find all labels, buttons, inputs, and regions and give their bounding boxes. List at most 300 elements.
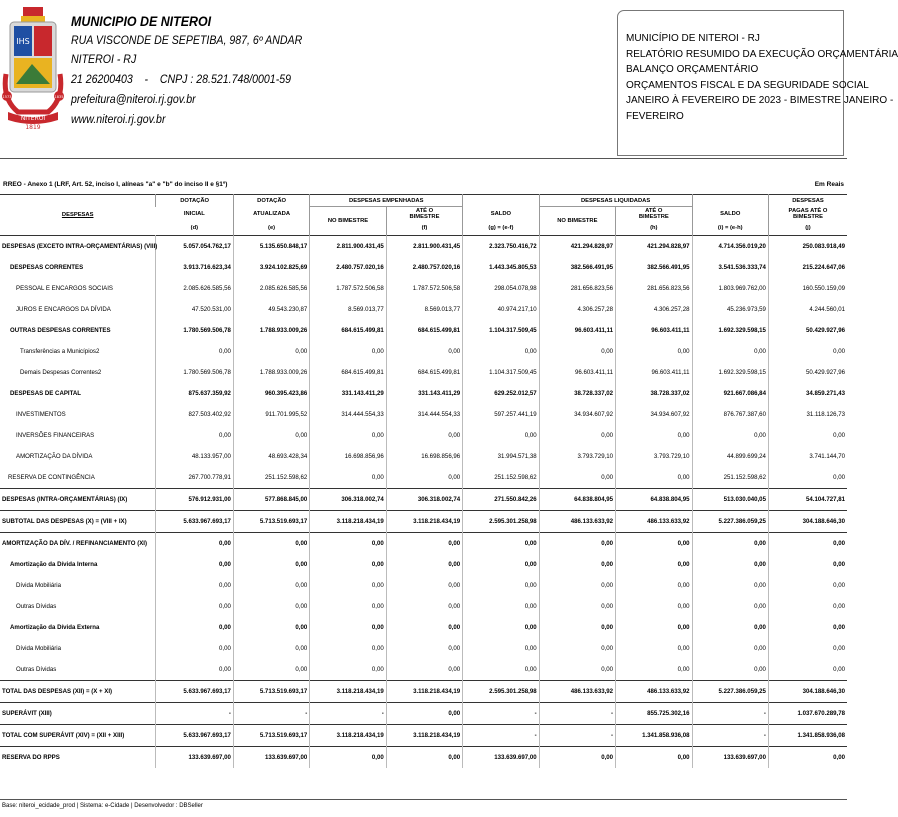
- row-label: DESPESAS DE CAPITAL: [10, 390, 81, 397]
- cell-value: 267.700.778,91: [156, 467, 233, 489]
- row-label: RESERVA DO RPPS: [0, 747, 156, 769]
- report-title-line: RELATÓRIO RESUMIDO DA EXECUÇÃO ORÇAMENTÁRIA: [626, 48, 898, 60]
- col-liq-ate-bimestre: ATÉ O BIMESTRE: [616, 207, 692, 222]
- cell-value: 0,00: [310, 533, 386, 555]
- cell-value: 5.713.519.693,17: [233, 511, 309, 533]
- cell-value: 0,00: [692, 659, 768, 681]
- cell-value: 281.656.823,56: [539, 278, 615, 299]
- col-emp-no-bimestre: NO BIMESTRE: [310, 207, 386, 236]
- cell-value: 38.728.337,02: [616, 383, 692, 404]
- cell-value: 4.306.257,28: [539, 299, 615, 320]
- cell-value: 64.838.804,95: [616, 489, 692, 511]
- cell-value: 0,00: [156, 596, 233, 617]
- cell-value: 96.603.411,11: [539, 362, 615, 383]
- cell-value: 96.603.411,11: [616, 320, 692, 341]
- cell-value: 0,00: [616, 554, 692, 575]
- cell-value: 47.520.531,00: [156, 299, 233, 320]
- table-row: [0, 278, 847, 299]
- col-dotacao-inicial-sub: INICIAL: [183, 211, 205, 217]
- svg-text:NITEROI: NITEROI: [20, 115, 46, 122]
- cell-value: 48.693.428,34: [233, 446, 309, 467]
- cell-value: 0,00: [768, 341, 847, 362]
- cell-value: 421.294.828,97: [539, 236, 615, 258]
- cell-value: 5.227.386.059,25: [692, 511, 768, 533]
- cell-value: 2.480.757.020,16: [310, 257, 386, 278]
- cell-value: 2.323.750.416,72: [463, 236, 539, 258]
- cell-value: 4.244.560,01: [768, 299, 847, 320]
- cell-value: 5.633.967.693,17: [156, 511, 233, 533]
- cell-value: 513.030.040,05: [692, 489, 768, 511]
- cell-value: 855.725.302,16: [616, 703, 692, 725]
- cell-value: 1.788.933.009,26: [233, 320, 309, 341]
- cell-value: 0,00: [616, 425, 692, 446]
- cell-value: 875.637.359,92: [156, 383, 233, 404]
- cell-value: 2.085.626.585,56: [233, 278, 309, 299]
- cell-value: -: [463, 703, 539, 725]
- col-dotacao-atualizada: DOTAÇÃO: [233, 195, 309, 207]
- cell-value: 331.143.411,29: [386, 383, 462, 404]
- report-title-box: [617, 10, 898, 156]
- cell-value: 629.252.012,57: [463, 383, 539, 404]
- cell-value: 0,00: [386, 638, 462, 659]
- table-row: [0, 703, 847, 725]
- cell-value: 0,00: [310, 467, 386, 489]
- cell-value: 3.118.218.434,19: [310, 681, 386, 703]
- col-d: (d): [190, 225, 199, 232]
- table-row: [0, 404, 847, 425]
- cell-value: 48.133.957,00: [156, 446, 233, 467]
- cell-value: 0,00: [310, 596, 386, 617]
- col-j: (j): [768, 222, 847, 236]
- row-label: DESPESAS CORRENTES: [10, 264, 84, 271]
- cell-value: 382.566.491,95: [616, 257, 692, 278]
- cell-value: 4.714.356.019,20: [692, 236, 768, 258]
- cell-value: 0,00: [156, 341, 233, 362]
- cell-value: 5.633.967.693,17: [156, 725, 233, 747]
- cell-value: 1.803.969.762,00: [692, 278, 768, 299]
- municipality-city: NITEROI - RJ: [71, 54, 137, 67]
- cell-value: 0,00: [156, 659, 233, 681]
- cell-value: 0,00: [233, 617, 309, 638]
- cell-value: 0,00: [156, 638, 233, 659]
- row-label: Transferências a Municípios2: [20, 348, 100, 355]
- cell-value: 5.227.386.059,25: [692, 681, 768, 703]
- report-header: [0, 0, 898, 160]
- table-row: [0, 659, 847, 681]
- cell-value: 0,00: [310, 575, 386, 596]
- cell-value: 304.188.646,30: [768, 511, 847, 533]
- row-label: Amortização da Dívida Externa: [10, 624, 100, 631]
- cell-value: 1.037.670.289,78: [768, 703, 847, 725]
- header-divider: [0, 158, 847, 159]
- cell-value: 314.444.554,33: [310, 404, 386, 425]
- cell-value: 3.741.144,70: [768, 446, 847, 467]
- cell-value: 921.667.086,84: [692, 383, 768, 404]
- row-label: Outras Dívidas: [16, 666, 57, 673]
- svg-text:1835: 1835: [54, 95, 64, 99]
- cell-value: 3.118.218.434,19: [386, 511, 462, 533]
- cell-value: 0,00: [768, 533, 847, 555]
- cell-value: 160.550.159,09: [768, 278, 847, 299]
- svg-text:1573: 1573: [2, 95, 12, 99]
- cell-value: 0,00: [310, 554, 386, 575]
- row-label: INVERSÕES FINANCEIRAS: [16, 432, 95, 439]
- cell-value: 34.859.271,43: [768, 383, 847, 404]
- cell-value: 49.543.230,87: [233, 299, 309, 320]
- row-label: TOTAL DAS DESPESAS (XII) = (X + XI): [0, 681, 156, 703]
- svg-text:IHS: IHS: [16, 37, 30, 46]
- cell-value: 0,00: [768, 467, 847, 489]
- cell-value: 597.257.441,19: [463, 404, 539, 425]
- cell-value: 0,00: [768, 747, 847, 769]
- cell-value: 0,00: [156, 575, 233, 596]
- row-label: DESPESAS (INTRA-ORÇAMENTÁRIAS) (IX): [0, 489, 156, 511]
- cell-value: 45.236.973,59: [692, 299, 768, 320]
- cell-value: 0,00: [692, 575, 768, 596]
- cell-value: 0,00: [233, 575, 309, 596]
- cell-value: 486.133.633,92: [616, 511, 692, 533]
- cell-value: 0,00: [233, 554, 309, 575]
- cell-value: 5.633.967.693,17: [156, 681, 233, 703]
- cell-value: 298.054.078,98: [463, 278, 539, 299]
- cell-value: 2.480.757.020,16: [386, 257, 462, 278]
- cell-value: 0,00: [463, 425, 539, 446]
- cell-value: 0,00: [310, 638, 386, 659]
- cell-value: -: [310, 703, 386, 725]
- cell-value: 133.639.697,00: [463, 747, 539, 769]
- cell-value: 0,00: [310, 747, 386, 769]
- table-row: [0, 299, 847, 320]
- table-row: [0, 533, 847, 555]
- row-label: DESPESAS (EXCETO INTRA-ORÇAMENTÁRIAS) (VIII): [2, 243, 158, 250]
- cell-value: 251.152.598,62: [692, 467, 768, 489]
- report-title-line: MUNICÍPIO DE NITEROI - RJ: [626, 33, 760, 44]
- cell-value: 0,00: [768, 554, 847, 575]
- cell-value: 0,00: [539, 575, 615, 596]
- table-row: [0, 320, 847, 341]
- cell-value: 0,00: [692, 341, 768, 362]
- report-title-line: BALANÇO ORÇAMENTÁRIO: [626, 64, 759, 75]
- cell-value: 1.104.317.509,45: [463, 320, 539, 341]
- col-saldo-i: [692, 195, 768, 207]
- cell-value: 0,00: [463, 596, 539, 617]
- cell-value: -: [233, 703, 309, 725]
- cell-value: 0,00: [463, 659, 539, 681]
- table-row: [0, 681, 847, 703]
- cell-value: 0,00: [616, 596, 692, 617]
- cell-value: 0,00: [310, 425, 386, 446]
- cell-value: 576.912.931,00: [156, 489, 233, 511]
- col-dotacao-atualizada-sub: ATUALIZADA: [233, 207, 309, 222]
- cell-value: 1.788.933.009,26: [233, 362, 309, 383]
- cell-value: 684.615.499,81: [386, 362, 462, 383]
- cell-value: 1.787.572.506,58: [386, 278, 462, 299]
- col-g: (g) = (e-f): [463, 222, 539, 236]
- table-row: [0, 341, 847, 362]
- cell-value: -: [463, 725, 539, 747]
- cell-value: 0,00: [463, 617, 539, 638]
- col-e: (e): [233, 222, 309, 236]
- cell-value: 1.443.345.805,53: [463, 257, 539, 278]
- col-group-liquidadas: DESPESAS LIQUIDADAS: [539, 195, 692, 207]
- cell-value: 2.085.626.585,56: [156, 278, 233, 299]
- cell-value: 3.118.218.434,19: [386, 681, 462, 703]
- cell-value: 3.913.716.623,34: [156, 257, 233, 278]
- cell-value: 0,00: [310, 617, 386, 638]
- cell-value: 306.318.002,74: [386, 489, 462, 511]
- cell-value: 0,00: [156, 554, 233, 575]
- table-row: [0, 383, 847, 404]
- cell-value: 16.698.856,96: [386, 446, 462, 467]
- cell-value: 0,00: [539, 467, 615, 489]
- cell-value: 5.057.054.762,17: [156, 236, 233, 258]
- col-liq-no-bimestre: NO BIMESTRE: [539, 207, 615, 236]
- cell-value: 0,00: [539, 596, 615, 617]
- currency-note: Em Reais: [814, 181, 844, 188]
- cell-value: 31.118.126,73: [768, 404, 847, 425]
- table-row: [0, 257, 847, 278]
- row-label: INVESTIMENTOS: [16, 411, 66, 418]
- cell-value: 16.698.856,96: [310, 446, 386, 467]
- cell-value: 0,00: [310, 659, 386, 681]
- cell-value: 1.341.858.936,08: [768, 725, 847, 747]
- col-pagas: DESPESAS: [768, 195, 847, 207]
- municipality-phone-cnpj: 21 26200403 - CNPJ : 28.521.748/0001-59: [71, 74, 291, 87]
- cell-value: 0,00: [156, 617, 233, 638]
- cell-value: 1.692.329.598,15: [692, 320, 768, 341]
- row-label: TOTAL COM SUPERÁVIT (XIV) = (XII + XIII): [0, 725, 156, 747]
- table-row: [0, 596, 847, 617]
- cell-value: 215.224.647,06: [768, 257, 847, 278]
- cell-value: 0,00: [463, 341, 539, 362]
- cell-value: 0,00: [386, 467, 462, 489]
- table-row: [0, 617, 847, 638]
- row-label: Demais Despesas Correntes2: [20, 369, 102, 376]
- cell-value: 3.118.218.434,19: [310, 511, 386, 533]
- cell-value: -: [692, 703, 768, 725]
- municipality-name: MUNICIPIO DE NITEROI: [71, 14, 212, 29]
- cell-value: 1.780.569.506,78: [156, 320, 233, 341]
- cell-value: 44.899.699,24: [692, 446, 768, 467]
- cell-value: 271.550.842,26: [463, 489, 539, 511]
- table-row: [0, 425, 847, 446]
- table-row: [0, 446, 847, 467]
- cell-value: 133.639.697,00: [233, 747, 309, 769]
- cell-value: 2.811.900.431,45: [310, 236, 386, 258]
- cell-value: 0,00: [386, 554, 462, 575]
- cell-value: 0,00: [616, 575, 692, 596]
- cell-value: 0,00: [463, 554, 539, 575]
- cell-value: 0,00: [463, 638, 539, 659]
- cell-value: 0,00: [692, 425, 768, 446]
- cell-value: 0,00: [386, 703, 462, 725]
- cell-value: 0,00: [386, 533, 462, 555]
- cell-value: 827.503.402,92: [156, 404, 233, 425]
- municipality-email: prefeitura@niteroi.rj.gov.br: [71, 93, 196, 106]
- cell-value: 0,00: [768, 617, 847, 638]
- cell-value: 0,00: [768, 638, 847, 659]
- cell-value: 0,00: [386, 747, 462, 769]
- cell-value: 0,00: [616, 617, 692, 638]
- cell-value: 0,00: [768, 575, 847, 596]
- row-label: OUTRAS DESPESAS CORRENTES: [10, 327, 111, 334]
- svg-text:1819: 1819: [25, 124, 41, 131]
- cell-value: 251.152.598,62: [463, 467, 539, 489]
- table-row: [0, 467, 847, 489]
- cell-value: 0,00: [539, 638, 615, 659]
- cell-value: -: [539, 703, 615, 725]
- cell-value: 911.701.995,52: [233, 404, 309, 425]
- cell-value: 31.994.571,38: [463, 446, 539, 467]
- col-pagas-sub: PAGAS ATÉ O BIMESTRE: [768, 207, 847, 222]
- cell-value: 5.713.519.693,17: [233, 681, 309, 703]
- cell-value: 2.595.301.258,98: [463, 511, 539, 533]
- cell-value: 0,00: [616, 533, 692, 555]
- report-title-line: ORÇAMENTOS FISCAL E DA SEGURIDADE SOCIAL: [626, 79, 869, 91]
- cell-value: 3.541.536.333,74: [692, 257, 768, 278]
- cell-value: 0,00: [616, 659, 692, 681]
- cell-value: 50.429.927,96: [768, 362, 847, 383]
- row-label: SUBTOTAL DAS DESPESAS (X) = (VIII + IX): [0, 511, 156, 533]
- cell-value: 0,00: [539, 747, 615, 769]
- row-label: RESERVA DE CONTINGÊNCIA: [8, 474, 95, 481]
- cell-value: 486.133.633,92: [539, 511, 615, 533]
- table-row: [0, 362, 847, 383]
- cell-value: 0,00: [692, 596, 768, 617]
- cell-value: 0,00: [692, 554, 768, 575]
- cell-value: 2.811.900.431,45: [386, 236, 462, 258]
- cell-value: 0,00: [233, 341, 309, 362]
- cell-value: 0,00: [539, 533, 615, 555]
- system-footer: Base: niteroi_ecidade_prod | Sistema: e-Cidade | Desenvolvedor : DBSeller: [2, 803, 203, 809]
- cell-value: 8.569.013,77: [386, 299, 462, 320]
- cell-value: 0,00: [768, 659, 847, 681]
- row-label: Outras Dívidas: [16, 603, 57, 610]
- cell-value: 306.318.002,74: [310, 489, 386, 511]
- cell-value: 281.656.823,56: [616, 278, 692, 299]
- cell-value: 1.341.858.936,08: [616, 725, 692, 747]
- cell-value: 0,00: [386, 596, 462, 617]
- footer-divider: [0, 799, 847, 800]
- table-row: [0, 554, 847, 575]
- cell-value: 8.569.013,77: [310, 299, 386, 320]
- cell-value: 3.793.729,10: [539, 446, 615, 467]
- col-h: (h): [616, 222, 692, 236]
- col-despesas: DESPESAS: [61, 212, 94, 218]
- cell-value: 0,00: [768, 425, 847, 446]
- cell-value: 0,00: [156, 533, 233, 555]
- municipal-crest-icon: [2, 4, 64, 130]
- cell-value: 3.924.102.825,69: [233, 257, 309, 278]
- cell-value: 304.188.646,30: [768, 681, 847, 703]
- cell-value: 0,00: [233, 425, 309, 446]
- cell-value: 0,00: [386, 659, 462, 681]
- report-title-line: FEVEREIRO: [626, 110, 684, 122]
- annex-reference: RREO - Anexo 1 (LRF, Art. 52, inciso I, alíneas "a" e "b" do inciso II e §1º): [3, 181, 228, 188]
- cell-value: 0,00: [539, 425, 615, 446]
- row-label: PESSOAL E ENCARGOS SOCIAIS: [16, 285, 113, 292]
- cell-value: 486.133.633,92: [616, 681, 692, 703]
- cell-value: 40.974.217,10: [463, 299, 539, 320]
- report-title-line: JANEIRO À FEVEREIRO DE 2023 - BIMESTRE JANEIRO -: [626, 95, 894, 106]
- cell-value: 0,00: [539, 617, 615, 638]
- col-dotacao-inicial: DOTAÇÃO: [156, 195, 233, 207]
- cell-value: 0,00: [539, 554, 615, 575]
- table-row: [0, 511, 847, 533]
- cell-value: 96.603.411,11: [539, 320, 615, 341]
- cell-value: 0,00: [233, 533, 309, 555]
- cell-value: 54.104.727,81: [768, 489, 847, 511]
- cell-value: 331.143.411,29: [310, 383, 386, 404]
- cell-value: 0,00: [233, 659, 309, 681]
- cell-value: 133.639.697,00: [156, 747, 233, 769]
- row-label: AMORTIZAÇÃO DA DÍVIDA: [16, 453, 93, 460]
- cell-value: 133.639.697,00: [692, 747, 768, 769]
- cell-value: 4.306.257,28: [616, 299, 692, 320]
- cell-value: 64.838.804,95: [539, 489, 615, 511]
- cell-value: 876.767.387,60: [692, 404, 768, 425]
- cell-value: -: [692, 725, 768, 747]
- cell-value: 0,00: [616, 747, 692, 769]
- row-label: Dívida Mobiliária: [16, 582, 62, 589]
- cell-value: 577.868.845,00: [233, 489, 309, 511]
- cell-value: 1.787.572.506,58: [310, 278, 386, 299]
- cell-value: 34.934.607,92: [539, 404, 615, 425]
- cell-value: 0,00: [539, 659, 615, 681]
- cell-value: 684.615.499,81: [310, 362, 386, 383]
- cell-value: 0,00: [539, 341, 615, 362]
- col-emp-ate-bimestre: ATÉ O BIMESTRE: [386, 207, 462, 222]
- cell-value: 50.429.927,96: [768, 320, 847, 341]
- col-i: (i) = (e-h): [692, 222, 768, 236]
- cell-value: 0,00: [692, 533, 768, 555]
- cell-value: 0,00: [616, 467, 692, 489]
- cell-value: 5.135.650.848,17: [233, 236, 309, 258]
- cell-value: 0,00: [233, 596, 309, 617]
- cell-value: 1.692.329.598,15: [692, 362, 768, 383]
- col-saldo-g: [463, 195, 539, 207]
- cell-value: 421.294.828,97: [616, 236, 692, 258]
- cell-value: 0,00: [156, 425, 233, 446]
- cell-value: 0,00: [692, 638, 768, 659]
- municipality-address: RUA VISCONDE DE SEPETIBA, 987, 6º ANDAR: [71, 34, 303, 47]
- table-row: [0, 638, 847, 659]
- cell-value: 34.934.607,92: [616, 404, 692, 425]
- cell-value: 2.595.301.258,98: [463, 681, 539, 703]
- cell-value: 382.566.491,95: [539, 257, 615, 278]
- cell-value: 3.118.218.434,19: [310, 725, 386, 747]
- col-saldo-i-label: SALDO: [692, 207, 768, 222]
- cell-value: 0,00: [463, 533, 539, 555]
- cell-value: 250.083.918,49: [768, 236, 847, 258]
- col-f: (f): [386, 222, 462, 236]
- cell-value: 1.104.317.509,45: [463, 362, 539, 383]
- row-label: SUPERÁVIT (XIII): [0, 703, 156, 725]
- cell-value: 0,00: [386, 341, 462, 362]
- cell-value: 0,00: [386, 575, 462, 596]
- cell-value: 251.152.598,62: [233, 467, 309, 489]
- row-label: AMORTIZAÇÃO DA DÍV. / REFINANCIAMENTO (XI): [0, 533, 156, 555]
- cell-value: 3.793.729,10: [616, 446, 692, 467]
- cell-value: 684.615.499,81: [386, 320, 462, 341]
- row-label: JUROS E ENCARGOS DA DÍVIDA: [16, 306, 111, 313]
- cell-value: 960.395.423,86: [233, 383, 309, 404]
- cell-value: 0,00: [386, 425, 462, 446]
- table-row: [0, 725, 847, 747]
- cell-value: 96.603.411,11: [616, 362, 692, 383]
- row-label: Amortização da Dívida Interna: [10, 561, 98, 568]
- col-group-empenhadas: DESPESAS EMPENHADAS: [310, 195, 463, 207]
